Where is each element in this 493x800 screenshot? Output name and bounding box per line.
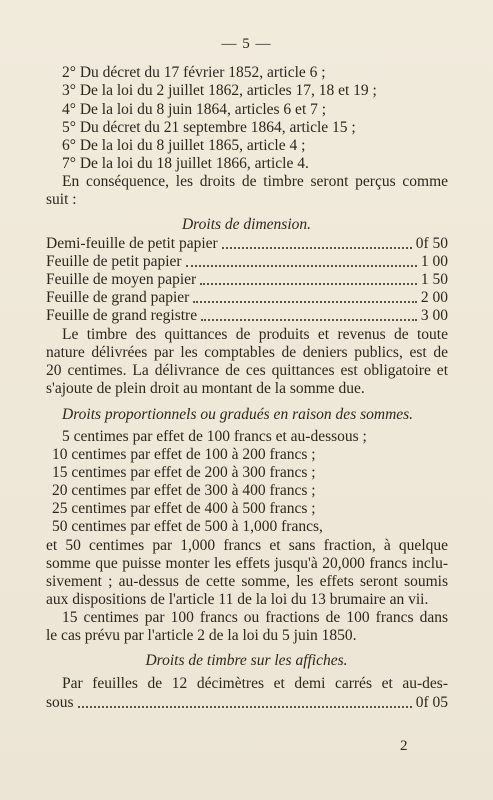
dimension-row <box>46 289 448 307</box>
rate-line: 15 centimes par effet de 200 à 300 francs ; <box>52 464 316 481</box>
rate-line: 50 centimes par effet de 500 à 1,000 francs, <box>52 518 323 535</box>
row-value: 0f 05 <box>415 694 448 711</box>
paragraph-line: 20 centimes. La délivrance de ces quittances est obligatoire et <box>46 362 448 379</box>
list-item: 5° Du décret du 21 septembre 1864, article 15 ; <box>62 119 356 136</box>
affiches-row <box>46 694 448 712</box>
paragraph-line: somme que puisse monter les effets jusqu'à 20,000 francs inclu- <box>46 555 448 572</box>
row-label: Feuille de petit papier <box>46 253 182 270</box>
signature-mark: 2 <box>400 738 408 754</box>
paragraph-line: Le timbre des quittances de produits et revenus de toute <box>62 326 448 343</box>
row-value: 1 50 <box>420 271 448 288</box>
page-number: — 5 — <box>221 36 272 52</box>
dimension-row <box>46 271 448 289</box>
dimension-row <box>46 253 448 271</box>
leader-dots <box>186 253 417 267</box>
row-label: Feuille de moyen papier <box>46 271 197 288</box>
list-item: 6° De la loi du 8 juillet 1865, article 4 ; <box>62 137 306 154</box>
paragraph-line: En conséquence, les droits de timbre seront perçus comme <box>62 173 448 190</box>
row-value: 1 00 <box>420 253 448 270</box>
row-label: Demi-feuille de petit papier <box>46 235 218 252</box>
row-label: Feuille de grand papier <box>46 289 190 306</box>
paragraph-line: le cas prévu par l'article 2 de la loi du 5 juin 1850. <box>46 627 357 644</box>
row-value: 3 00 <box>420 307 448 324</box>
list-item: 3° De la loi du 2 juillet 1862, articles 17, 18 et 19 ; <box>62 82 377 99</box>
leader-dots <box>200 271 417 285</box>
row-label: Feuille de grand registre <box>46 307 198 324</box>
paragraph-line: suit : <box>46 191 77 208</box>
rate-line: 5 centimes par effet de 100 francs et au-dessous ; <box>62 428 367 445</box>
list-item: 2° Du décret du 17 février 1852, article 6 ; <box>62 64 326 81</box>
leader-dots <box>78 694 412 708</box>
row-label: sous <box>46 694 74 711</box>
leader-dots <box>222 235 412 249</box>
leader-dots <box>201 307 417 321</box>
leader-dots <box>193 289 417 303</box>
paragraph-line: 15 centimes par 100 francs ou fractions de 100 francs dans <box>62 609 448 626</box>
paragraph-line: nature délivrées par les comptables de deniers publics, est de <box>46 344 448 361</box>
paragraph-line: s'ajoute de plein droit au montant de la somme due. <box>46 380 365 397</box>
paragraph-line: aux dispositions de l'article 11 de la loi du 13 brumaire an vii. <box>46 591 429 608</box>
dimension-row <box>46 235 448 253</box>
rate-line: 10 centimes par effet de 100 à 200 francs ; <box>52 446 316 463</box>
section-heading: Droits de dimension. <box>181 216 312 233</box>
section-heading: Droits proportionnels ou gradués en raison des sommes. <box>62 406 414 423</box>
list-item: 4° De la loi du 8 juin 1864, articles 6 et 7 ; <box>62 101 327 118</box>
dimension-row <box>46 307 448 325</box>
section-heading: Droits de timbre sur les affiches. <box>145 652 348 669</box>
row-value: 0f 50 <box>415 235 448 252</box>
row-value: 2 00 <box>420 289 448 306</box>
rate-line: 20 centimes par effet de 300 à 400 francs ; <box>52 482 316 499</box>
rate-line: 25 centimes par effet de 400 à 500 francs ; <box>52 500 316 517</box>
paragraph-line: sivement ; au-dessus de cette somme, les effets seront soumis <box>46 573 448 590</box>
paragraph-line: Par feuilles de 12 décimètres et demi carrés et au-des- <box>62 675 448 692</box>
paragraph-line: et 50 centimes par 1,000 francs et sans fraction, à quelque <box>46 537 448 554</box>
list-item: 7° De la loi du 18 juillet 1866, article 4. <box>62 155 309 172</box>
